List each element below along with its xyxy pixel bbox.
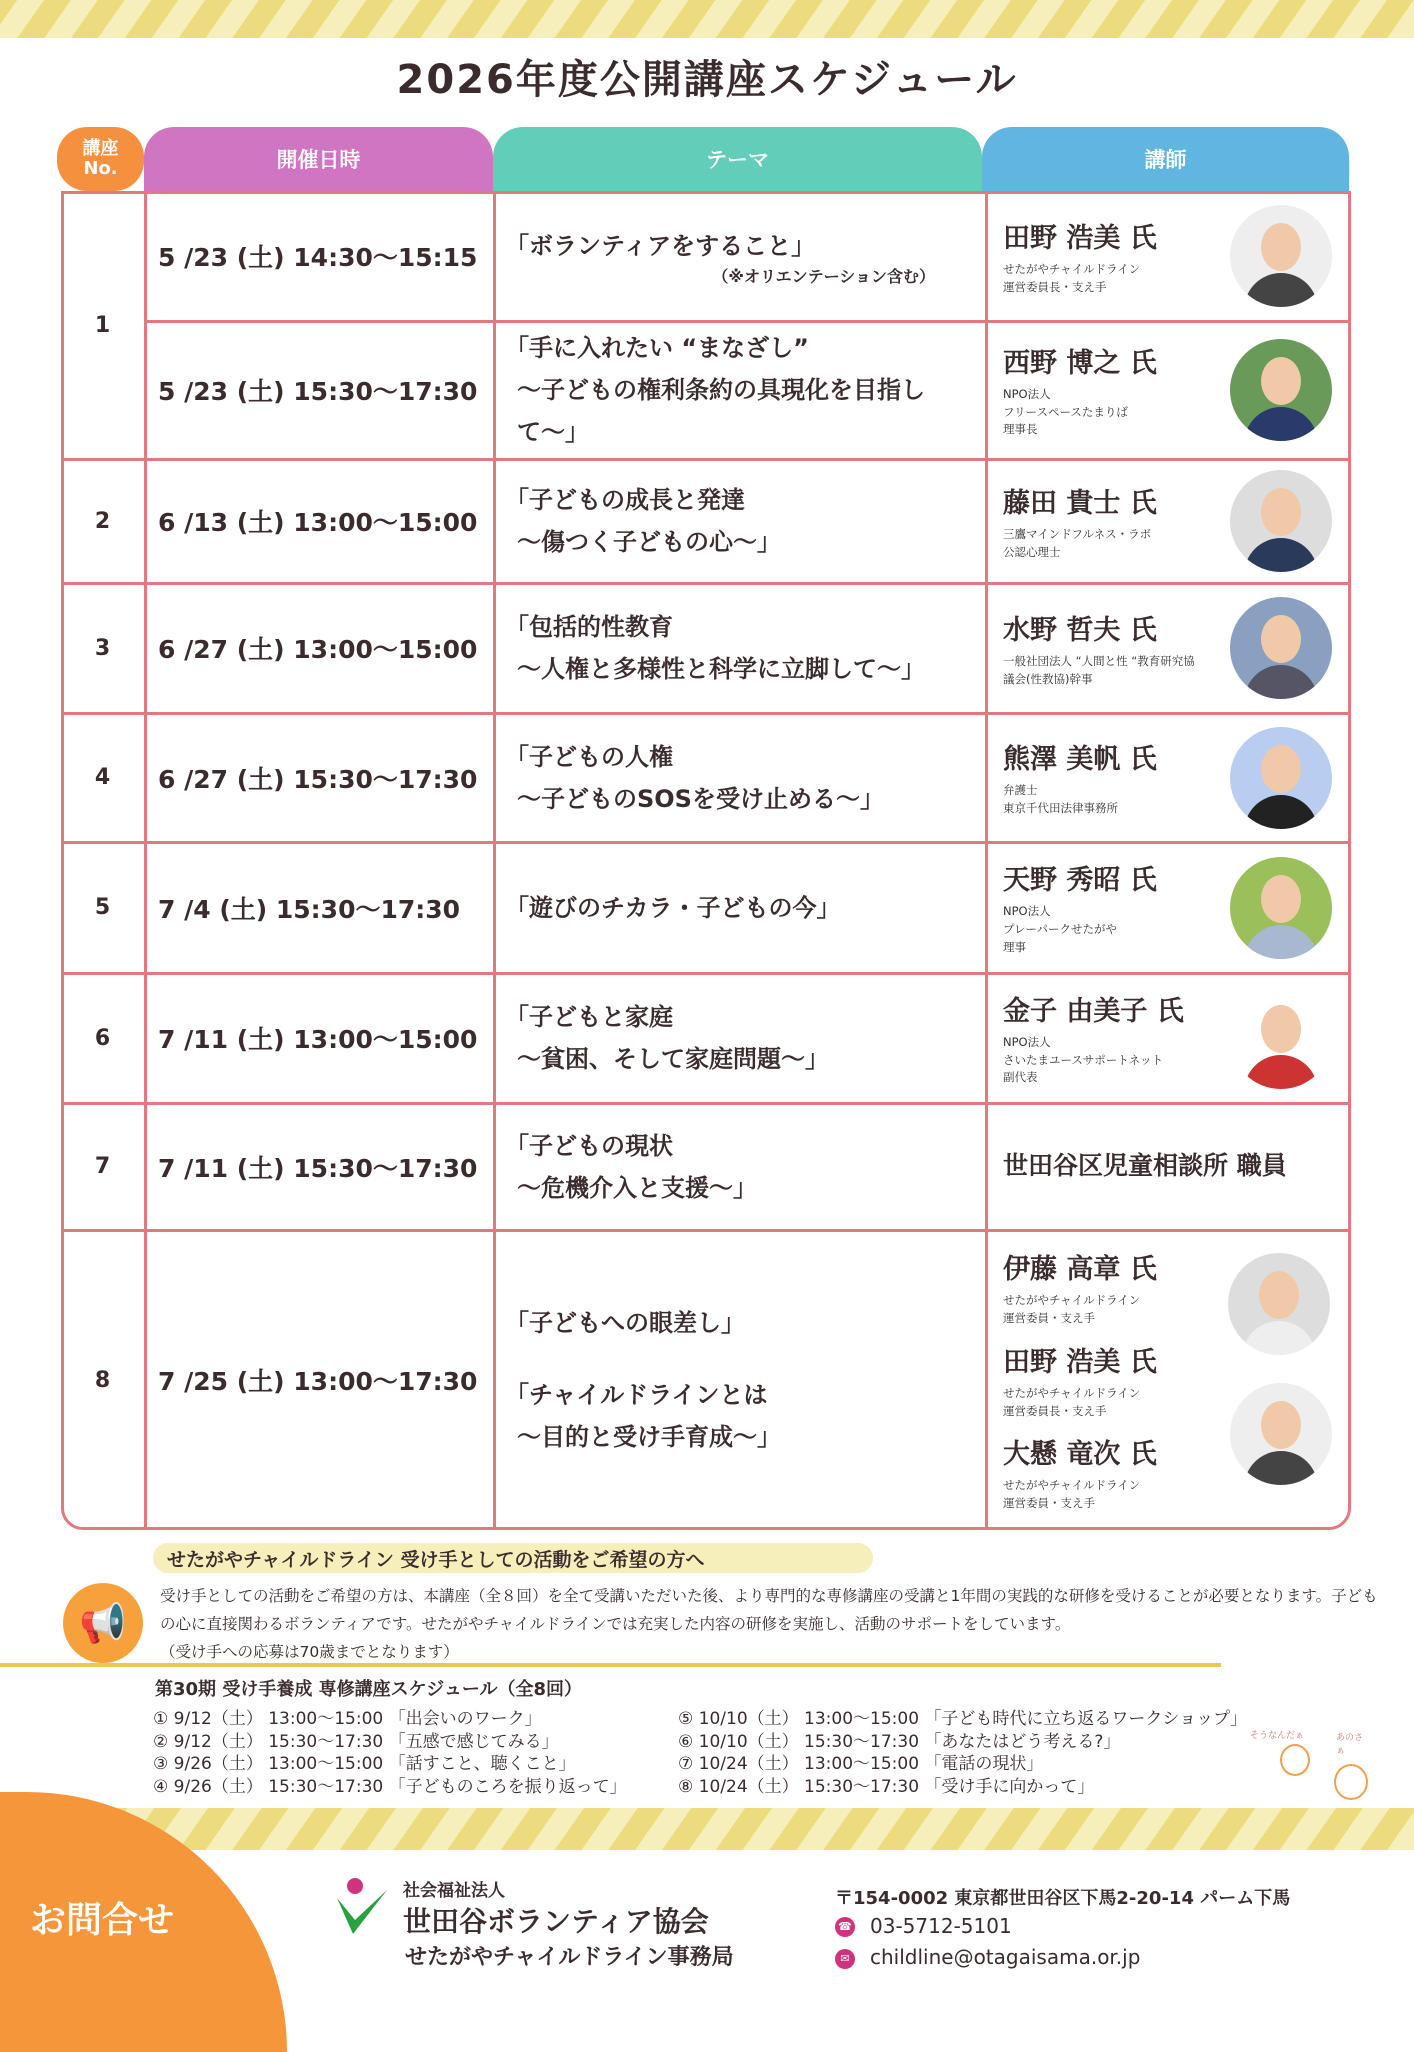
lecturer-affiliation: せたがやチャイルドライン	[1003, 1478, 1141, 1493]
lecturer-photo	[1230, 597, 1332, 699]
training-title: 第30期 受け手養成 専修講座スケジュール（全8回）	[155, 1679, 583, 1700]
volunteer-body: 受け手としての活動をご希望の方は、本講座（全８回）を全て受講いただいた後、より専門的な専修講座の受講と1年間の実践的な研修を受けることが必要となります。子どもの心に直接関わるボランティアです。せたがやチャイルドラインでは充実した内容の研修を実施し、活動のサポートをしています。	[160, 1587, 1378, 1633]
photo-face	[1261, 745, 1301, 793]
photo-face	[1261, 875, 1301, 923]
header-theme: テーマ	[493, 127, 982, 191]
header-no-line2: No.	[83, 158, 118, 179]
lecturer-name: 西野 博之 氏	[1003, 347, 1157, 379]
lecture-theme	[505, 842, 975, 973]
photo-face	[1259, 1271, 1299, 1319]
theme-line: 〜子どもの権利条約の具現化を目指して〜」	[517, 376, 925, 446]
lecture-theme	[505, 1230, 975, 1530]
lecture-date: 7 /25 (土) 13:00〜17:30	[158, 1367, 478, 1396]
photo-face	[1261, 488, 1301, 536]
org-name: 世田谷ボランティア協会	[403, 1905, 709, 1938]
training-item: ② 9/12（土） 15:30〜17:30 「五感で感じてみる」	[153, 1731, 559, 1752]
lecturer-affiliation: 一般社団法人 “人間と性 “教育研究協	[1003, 653, 1195, 668]
theme-line: 「子どもの現状	[505, 1131, 673, 1160]
lecture-number: 3	[94, 635, 111, 661]
contact-label: お問合せ	[30, 1900, 175, 1941]
lecture-number: 4	[94, 765, 111, 790]
lecturer-affiliation: NPO法人	[1003, 386, 1051, 401]
lecture-date: 5 /23 (土) 15:30〜17:30	[158, 377, 478, 406]
lecturer-affiliation: 運営委員長・支え手	[1003, 279, 1107, 294]
lecture-number: 7	[94, 1154, 111, 1179]
column-divider	[985, 191, 988, 1530]
lecturer-info	[1003, 1103, 1343, 1230]
lecturer-affiliation: 運営委員長・支え手	[1003, 1403, 1107, 1418]
lecturer-affiliation: 理事長	[1003, 422, 1038, 437]
lecture-theme	[505, 459, 975, 583]
lecture-theme	[505, 191, 975, 321]
lecturer-affiliation: プレーパークせたがや	[1003, 922, 1117, 937]
theme-line: 「子どもの人権	[505, 742, 673, 771]
doodle-illustration	[1250, 1728, 1370, 1808]
lecturer-info	[1003, 321, 1243, 459]
training-item: ① 9/12（土） 13:00〜15:00 「出会いのワーク」	[153, 1709, 542, 1729]
divider	[0, 1663, 1221, 1667]
lecturer-photo	[1230, 339, 1332, 441]
org-logo	[333, 1876, 393, 1950]
lecture-theme	[505, 583, 975, 713]
theme-line: 「子どもへの眼差し」	[505, 1309, 745, 1337]
lecture-number: 6	[94, 1025, 111, 1051]
training-item: ⑧ 10/24（土） 15:30〜17:30 「受け手に向かって」	[678, 1776, 1095, 1797]
lecturer-affiliation: 運営委員・支え手	[1003, 1496, 1095, 1511]
lecturer-name: 田野 浩美 氏	[1003, 222, 1157, 254]
training-item: ⑥ 10/10（土） 15:30〜17:30 「あなたはどう考える?」	[678, 1731, 1121, 1752]
bottom-stripe	[0, 1808, 1414, 1850]
training-item: ⑦ 10/24（土） 13:00〜15:00 「電話の現状」	[678, 1754, 1044, 1774]
lecturer-affiliation: 東京千代田法律事務所	[1003, 801, 1118, 815]
training-item: ③ 9/26（土） 13:00〜15:00 「話すこと、聴くこと」	[153, 1754, 576, 1774]
child-face-icon	[1334, 1764, 1368, 1800]
lecturer-photo	[1228, 1253, 1330, 1355]
lecturer-photo	[1230, 470, 1332, 572]
lecture-theme	[505, 973, 975, 1103]
column-divider	[493, 191, 496, 1530]
lecturer-affiliation: 弁護士	[1003, 783, 1038, 798]
lecture-date: 5 /23 (土) 14:30〜15:15	[158, 243, 478, 272]
theme-note: （※オリエンテーション含む）	[712, 266, 935, 286]
photo-body	[1244, 1451, 1318, 1485]
training-item: ④ 9/26（土） 15:30〜17:30 「子どものころを振り返って」	[153, 1776, 627, 1797]
lecturer-name: 藤田 貴士 氏	[1003, 487, 1157, 519]
header-date: 開催日時	[144, 127, 493, 191]
lecturer-affiliation: 理事	[1003, 939, 1026, 954]
lecture-number: 1	[94, 312, 111, 338]
lecturer-name: 田野 浩美 氏	[1003, 1346, 1157, 1378]
lecturer-info	[1003, 842, 1243, 973]
lecture-date: 6 /27 (土) 15:30〜17:30	[158, 764, 478, 794]
lecturer-photo	[1230, 1383, 1332, 1485]
lecturer-info	[1003, 1230, 1243, 1530]
theme-line: 〜傷つく子どもの心〜」	[517, 528, 781, 556]
theme-line: 〜貧困、そして家庭問題〜」	[517, 1045, 829, 1073]
doodle-text-2: あのさぁ	[1336, 1733, 1364, 1756]
lecture-date: 6 /27 (土) 13:00〜15:00	[158, 635, 478, 664]
lecturer-info	[1003, 713, 1243, 842]
header-no-line1: 講座	[82, 138, 119, 160]
header-lecturer: 講師	[982, 127, 1349, 191]
lecture-date: 6 /13 (土) 13:00〜15:00	[158, 508, 478, 537]
email-link[interactable]: childline@otagaisama.or.jp	[870, 1945, 1141, 1969]
lecturer-name: 金子 由美子 氏	[1003, 995, 1184, 1027]
lecturer-info	[1003, 191, 1243, 321]
column-divider	[144, 191, 147, 1530]
lecturer-affiliation: せたがやチャイルドライン	[1003, 1293, 1141, 1308]
photo-face	[1261, 1401, 1301, 1449]
lecturer-info	[1003, 583, 1243, 713]
lecturer-photo	[1230, 205, 1332, 307]
lecturer-affiliation: 副代表	[1003, 1070, 1038, 1085]
lecture-date: 7 /11 (土) 15:30〜17:30	[158, 1153, 478, 1183]
lecturer-affiliation: せたがやチャイルドライン	[1003, 1385, 1141, 1400]
mail-icon: ✉	[835, 1949, 855, 1969]
theme-line: 「手に入れたい “まなざし”	[505, 334, 809, 362]
lecturer-name: 天野 秀昭 氏	[1003, 865, 1157, 897]
theme-line: 〜子どものSOSを受け止める〜」	[517, 784, 884, 813]
lecturer-affiliation: 運営委員・支え手	[1003, 1310, 1095, 1325]
volunteer-note: （受け手への応募は70歳までとなります）	[160, 1643, 459, 1661]
photo-body	[1244, 273, 1318, 307]
lecturer-affiliation: せたがやチャイルドライン	[1003, 261, 1141, 276]
photo-face	[1261, 223, 1301, 271]
lecture-date: 7 /4 (土) 15:30〜17:30	[158, 894, 461, 924]
lecture-theme	[505, 713, 975, 842]
photo-body	[1244, 925, 1318, 959]
address: 〒154-0002 東京都世田谷区下馬2-20-14 パーム下馬	[835, 1888, 1291, 1909]
org-type: 社会福祉法人	[403, 1881, 505, 1901]
phone-number[interactable]: 03-5712-5101	[870, 1914, 1012, 1938]
lecture-date: 7 /11 (土) 13:00〜15:00	[158, 1025, 478, 1054]
top-stripe	[0, 0, 1414, 38]
lecturer-affiliation: NPO法人	[1003, 904, 1051, 919]
lecturer-name: 伊藤 高章 氏	[1003, 1254, 1157, 1286]
photo-body	[1244, 665, 1318, 699]
lecturer-name: 世田谷区児童相談所 職員	[1003, 1150, 1287, 1180]
photo-face	[1261, 615, 1301, 663]
lecturer-affiliation: 議会(性教協)幹事	[1003, 671, 1093, 686]
photo-body	[1244, 1055, 1318, 1089]
photo-body	[1244, 795, 1318, 829]
lecturer-name: 大懸 竜次 氏	[1003, 1439, 1157, 1471]
child-face-icon	[1280, 1744, 1310, 1776]
photo-face	[1261, 357, 1301, 405]
training-item: ⑤ 10/10（土） 13:00〜15:00 「子ども時代に立ち返るワークショップ」	[678, 1709, 1248, 1729]
lecturer-photo	[1230, 727, 1332, 829]
photo-body	[1242, 1321, 1316, 1355]
theme-line: 「遊びのチカラ・子どもの今」	[505, 893, 841, 922]
org-office: せたがやチャイルドライン事務局	[405, 1945, 734, 1970]
volunteer-banner: せたがやチャイルドライン 受け手としての活動をご希望の方へ	[153, 1543, 873, 1573]
lecture-number: 2	[94, 508, 111, 534]
lecture-number: 5	[94, 895, 111, 920]
lecturer-name: 水野 哲夫 氏	[1003, 614, 1157, 646]
theme-line: 「子どもと家庭	[505, 1003, 673, 1031]
photo-face	[1261, 1005, 1301, 1053]
lecturer-affiliation: 公認心理士	[1003, 544, 1061, 559]
lecture-theme	[505, 321, 975, 459]
theme-line: 「ボランティアをすること」	[505, 231, 816, 260]
lecturer-affiliation: 三鷹マインドフルネス・ラボ	[1003, 526, 1152, 541]
lecturer-affiliation: NPO法人	[1003, 1034, 1051, 1049]
lecturer-photo	[1230, 987, 1332, 1089]
lecture-theme	[505, 1103, 975, 1230]
lecturer-affiliation: さいたまユースサポートネット	[1003, 1052, 1164, 1067]
theme-line: 〜目的と受け手育成〜」	[517, 1423, 781, 1451]
lecture-number: 8	[94, 1367, 111, 1393]
doodle-text-1: そうなんだぁ	[1250, 1731, 1305, 1741]
photo-body	[1244, 538, 1318, 572]
volunteer-description	[160, 1582, 1380, 1666]
theme-line: 「チャイルドラインとは	[505, 1381, 768, 1409]
megaphone-icon: 📢	[63, 1583, 143, 1663]
logo-mark-icon	[333, 1876, 393, 1946]
header-no	[57, 127, 144, 191]
theme-line: 「包括的性教育	[505, 613, 673, 641]
theme-line: 〜人権と多様性と科学に立脚して〜」	[517, 655, 925, 683]
theme-line: 〜危機介入と支援〜」	[517, 1173, 757, 1202]
lecturer-affiliation: フリースペースたまりば	[1003, 404, 1128, 419]
lecturer-info	[1003, 973, 1243, 1103]
lecturer-photo	[1230, 857, 1332, 959]
theme-line: 「子どもの成長と発達	[505, 486, 745, 514]
phone-icon: ☎	[835, 1917, 855, 1937]
lecturer-name: 熊澤 美帆 氏	[1003, 744, 1157, 776]
photo-body	[1244, 407, 1318, 441]
lecturer-info	[1003, 459, 1243, 583]
page-title: 2026年度公開講座スケジュール	[396, 57, 1018, 103]
